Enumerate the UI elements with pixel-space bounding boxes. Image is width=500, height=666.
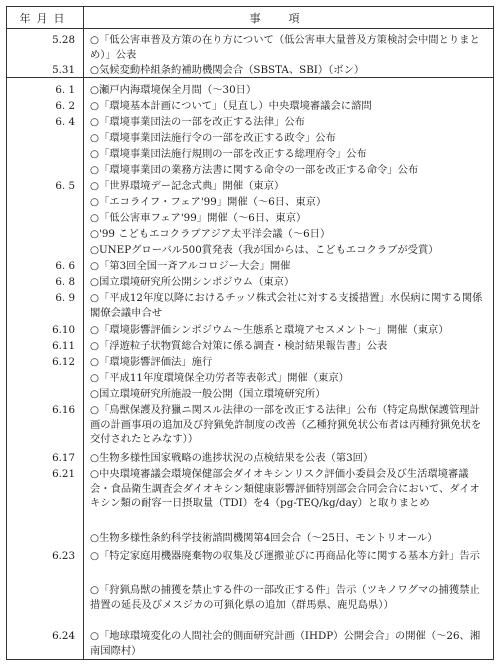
row-text: ○「環境事業団の業務方法書に関する命令の一部を改正する命令」公布 [90, 164, 419, 176]
row-date: 6. 2 [55, 100, 75, 112]
chronology-table [6, 6, 494, 660]
row-date: 6. 4 [55, 116, 75, 128]
row-date: 6. 8 [55, 276, 75, 288]
row-date: 6. 1 [55, 84, 75, 96]
item-column-header: 事項 [249, 11, 328, 25]
row-text: ○国立環境研究所公開シンポジウム（東京） [90, 276, 295, 288]
row-text: ○「浮遊粒子状物質総合対策に係る調査・検討結果報告書」公表 [90, 340, 388, 352]
row-date: 6.17 [52, 452, 75, 464]
row-text: ○「環境事業団法施行令の一部を改正する政令」公布 [90, 132, 336, 144]
row-date: 6.21 [52, 468, 75, 480]
row-date: 6.12 [52, 356, 75, 368]
row-text: ○気候変動枠組条約補助機関会合（SBSTA、SBI）（ボン） [90, 64, 365, 76]
row-text: ○'99 こどもエコクラブアジア太平洋会議（～6日） [90, 228, 331, 240]
row-date: 6. 5 [55, 180, 75, 192]
row-text: ○「環境事業団法の一部を改正する法律」公布 [90, 116, 305, 128]
row-text: ○UNEPグローバル500賞発表（我が国からは、こどもエコクラブが受賞） [90, 244, 439, 256]
row-date: 6.24 [52, 630, 75, 642]
row-text: ○「環境基本計画について」（見直し）中央環境審議会に諮問 [90, 100, 372, 112]
row-date: 6.10 [52, 324, 75, 336]
row-text: ○「鳥獣保護及狩獵ニ関スル法律の一部を改正する法律」公布（特定鳥獣保護管理計画の計画事項の追加及び狩猟免許制度の改善（乙種狩猟免状公布者は丙種狩猟免状を交付されたとみなす）） [90, 404, 482, 445]
row-text: ○「平成12年度以降におけるチッソ株式会社に対する支援措置」水俣病に関する関係閣僚会議申合せ [90, 292, 483, 319]
row-text: ○「環境影響評価法」施行 [90, 356, 213, 368]
row-date: 6.16 [52, 404, 75, 416]
row-date: 5.28 [52, 34, 75, 46]
row-date: 6.11 [52, 340, 75, 352]
row-date: 6.23 [52, 550, 75, 562]
row-text: ○「環境事業団法施行規則の一部を改正する総理府令」公布 [90, 148, 367, 160]
row-text: ○「地球環境変化の人間社会的側面研究計画（IHDP）公開会合」の開催（～26、湘南国際村） [90, 630, 481, 657]
row-text: ○「平成11年度環境保全功労者等表彰式」開催（東京） [90, 372, 349, 384]
row-text: ○「低公害車フェア'99」開催（～6日、東京） [90, 212, 307, 224]
row-text: ○生物多様性国家戦略の進捗状況の点検結果を公表（第3回） [90, 452, 374, 464]
row-date: 5.31 [52, 64, 75, 76]
row-text: ○「環境影響評価シンポジウム～生態系と環境アセスメント～」開催（東京） [90, 324, 449, 336]
row-text: ○国立環境研究所施設一般公開（国立環境研究所） [90, 388, 326, 400]
table-header [7, 7, 493, 29]
row-date: 6. 6 [55, 260, 75, 272]
row-text: ○中央環境審議会環境保健部会ダイオキシンリスク評価小委員会及び生活環境審議会・食品衛生調査会ダイオキシン類健康影響評価特別部会合同会合において、ダイオキシン類の耐容一日摂取量（TDI）を4（pg-TEQ/kg/day）と取りまとめ [90, 468, 480, 509]
row-text: ○「特定家庭用機器廃棄物の収集及び運搬並びに再商品化等に関する基本方針」告示 [90, 550, 480, 562]
row-text: ○瀬戸内海環境保全月間（～30日） [90, 84, 257, 96]
row-text: ○「低公害車普及方策の在り方について（低公害車大量普及方策検討会中間とりまとめ）」公表 [90, 34, 480, 61]
row-date: 6. 9 [55, 292, 75, 304]
row-text: ○「第3回全国一斉アルコロジー大会」開催 [90, 260, 291, 272]
column-divider [83, 28, 84, 659]
row-text: ○「狩猟鳥獣の捕獲を禁止する件の一部改正する件」告示（ツキノワグマの捕獲禁止措置の延長及びメスジカの可猟化県の追加（群馬県、鹿児島県）） [90, 584, 480, 611]
row-text: ○「エコライフ・フェア'99」開催（～6日、東京） [90, 196, 327, 208]
row-text: ○生物多様性条約科学技術諮問機関第4回会合（～25日、モントリオール） [90, 532, 438, 544]
row-text: ○「世界環境デー記念式典」開催（東京） [90, 180, 285, 192]
date-column-header: 年月日 [7, 7, 84, 28]
